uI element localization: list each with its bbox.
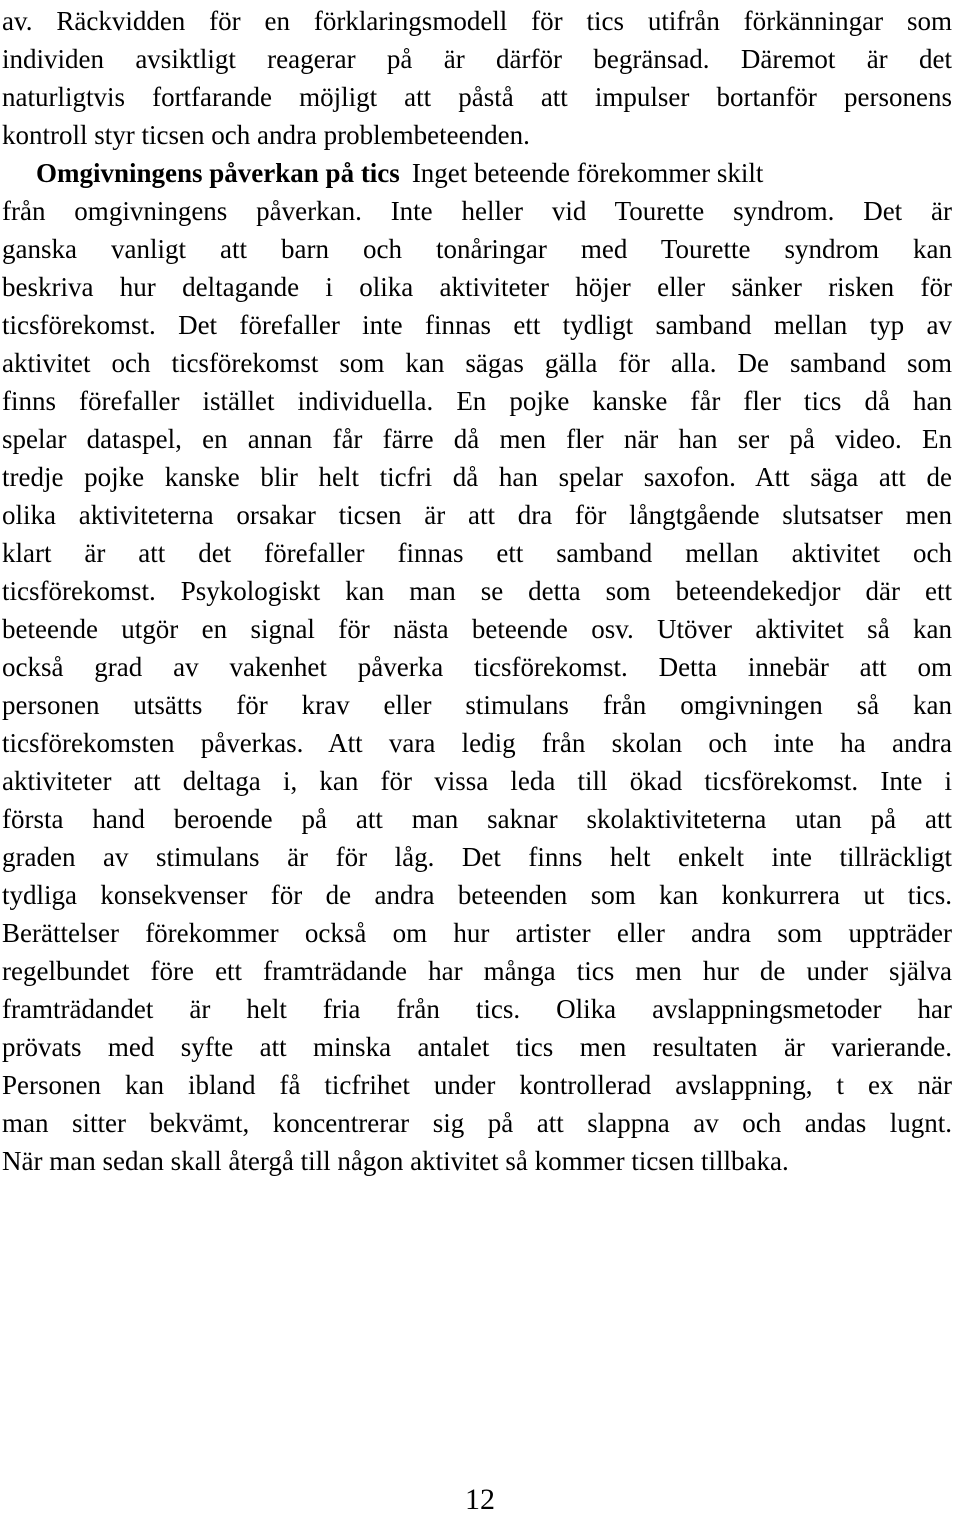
- text-line: tydliga konsekvenser för de andra beteenden som kan konkurrera ut tics.: [2, 880, 952, 910]
- text-line: graden av stimulans är för låg. Det finns helt enkelt inte tillräckligt: [2, 842, 952, 872]
- text-line: spelar dataspel, en annan får färre då men fler när han ser på video. En: [2, 424, 952, 454]
- heading-line: [2, 154, 952, 192]
- text-line: prövats med syfte att minska antalet tics men resultaten är varierande.: [2, 1032, 952, 1062]
- text-line: Personen kan ibland få ticfrihet under kontrollerad avslappning, t ex när: [2, 1070, 952, 1100]
- text-line: regelbundet före ett framträdande har många tics men hur de under själva: [2, 956, 952, 986]
- text-line: finns förefaller istället individuella. En pojke kanske får fler tics då han: [2, 386, 952, 416]
- text-line: klart är att det förefaller finnas ett samband mellan aktivitet och: [2, 538, 952, 568]
- text-line: kontroll styr ticsen och andra problembeteenden.: [2, 120, 530, 150]
- section-heading: Omgivningens påverkan på tics: [36, 158, 400, 188]
- text-line: man sitter bekvämt, koncentrerar sig på att slappna av och andas lugnt.: [2, 1108, 952, 1138]
- text-line: också grad av vakenhet påverka ticsförekomst. Detta innebär att om: [2, 652, 952, 682]
- text-line-after-heading: Inget beteende förekommer skilt: [411, 158, 764, 188]
- page-number: 12: [465, 1483, 495, 1516]
- text-line: ganska vanligt att barn och tonåringar med Tourette syndrom kan: [2, 234, 952, 264]
- text-line: individen avsiktligt reagerar på är därför begränsad. Däremot är det: [2, 44, 952, 74]
- text-line: tredje pojke kanske blir helt ticfri då han spelar saxofon. Att säga att de: [2, 462, 952, 492]
- text-line: naturligtvis fortfarande möjligt att påstå att impulser bortanför personens: [2, 82, 952, 112]
- text-line: beskriva hur deltagande i olika aktiviteter höjer eller sänker risken för: [2, 272, 952, 302]
- text-line: aktiviteter att deltaga i, kan för vissa leda till ökad ticsförekomst. Inte i: [2, 766, 952, 796]
- text-line: framträdandet är helt fria från tics. Olika avslappningsmetoder har: [2, 994, 952, 1024]
- text-line: beteende utgör en signal för nästa beteende osv. Utöver aktivitet så kan: [2, 614, 952, 644]
- text-line: ticsförekomst. Det förefaller inte finnas ett tydligt samband mellan typ av: [2, 310, 952, 340]
- text-line: av. Räckvidden för en förklaringsmodell för tics utifrån förkänningar som: [2, 6, 952, 36]
- text-line: olika aktiviteterna orsakar ticsen är att dra för långtgående slutsatser men: [2, 500, 952, 530]
- text-line: aktivitet och ticsförekomst som kan sägas gälla för alla. De samband som: [2, 348, 952, 378]
- text-line: Berättelser förekommer också om hur artister eller andra som uppträder: [2, 918, 952, 948]
- text-line: När man sedan skall återgå till någon aktivitet så kommer ticsen tillbaka.: [2, 1146, 789, 1176]
- text-line: från omgivningens påverkan. Inte heller vid Tourette syndrom. Det är: [2, 196, 952, 226]
- text-line: ticsförekomst. Psykologiskt kan man se detta som beteendekedjor där ett: [2, 576, 952, 606]
- text-line: ticsförekomsten påverkas. Att vara ledig från skolan och inte ha andra: [2, 728, 952, 758]
- text-line: första hand beroende på att man saknar skolaktiviteterna utan på att: [2, 804, 952, 834]
- text-line: personen utsätts för krav eller stimulans från omgivningen så kan: [2, 690, 952, 720]
